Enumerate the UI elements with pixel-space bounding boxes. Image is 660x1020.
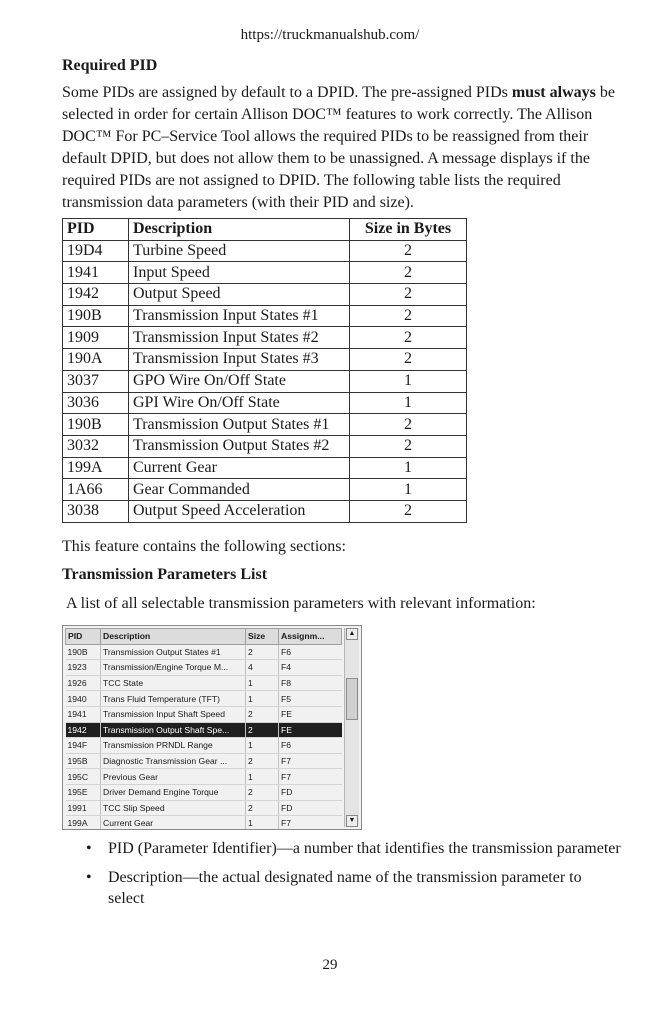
tpl-heading: Transmission Parameters List <box>62 566 268 583</box>
table-row <box>63 500 467 522</box>
para-text-2: be selected in order for certain Allison DOC™ features to work correctly. The Allison DOC™ For PC–Service Tool allows the required PIDs to be reassigned from their default DPID, but does not allow them to be unassigned. A message displays if the required PIDs are not assigned to DPID. The following table lists the required transmission data parameters (with their PID and size). <box>62 84 615 211</box>
size-cell: 2 <box>350 240 467 262</box>
grid-description-cell: Previous Gear <box>101 769 246 785</box>
list-item[interactable] <box>66 675 342 691</box>
grid-assignment-cell: F4 <box>279 660 342 676</box>
table-row <box>63 240 467 262</box>
size-cell: 2 <box>350 435 467 457</box>
grid-pid-cell: 199A <box>66 816 101 830</box>
col-header-description: Description <box>129 219 350 241</box>
size-cell: 1 <box>350 457 467 479</box>
grid-description-cell: Transmission/Engine Torque M... <box>101 660 246 676</box>
list-item <box>62 867 622 909</box>
grid-pid-cell: 195E <box>66 784 101 800</box>
size-cell: 2 <box>350 414 467 436</box>
description-cell: Transmission Input States #1 <box>129 305 350 327</box>
grid-assignment-cell: FE <box>279 722 342 738</box>
page-number: 29 <box>322 957 338 973</box>
grid-size-cell: 2 <box>246 706 279 722</box>
required-pid-paragraph <box>62 82 632 214</box>
para-bold-text: must always <box>511 84 596 101</box>
size-cell: 2 <box>350 284 467 306</box>
grid-size-cell: 2 <box>246 753 279 769</box>
description-cell: Current Gear <box>129 457 350 479</box>
pid-cell: 1941 <box>63 262 129 284</box>
vertical-scrollbar[interactable] <box>344 628 359 827</box>
list-item[interactable] <box>66 738 342 754</box>
grid-assignment-cell: F7 <box>279 816 342 830</box>
pid-cell: 3037 <box>63 370 129 392</box>
grid-pid-cell: 195C <box>66 769 101 785</box>
grid-assignment-cell: F7 <box>279 753 342 769</box>
field-bullet-list <box>62 838 622 917</box>
grid-pid-cell: 190B <box>66 644 101 660</box>
grid-pid-cell: 194F <box>66 738 101 754</box>
grid-description-cell: Trans Fluid Temperature (TFT) <box>101 691 246 707</box>
triangle-up-icon[interactable]: ▲ <box>346 628 358 640</box>
grid-description-cell: Transmission Output Shaft Spe... <box>101 722 246 738</box>
size-cell: 1 <box>350 479 467 501</box>
list-item[interactable] <box>66 722 342 738</box>
description-cell: Transmission Output States #1 <box>129 414 350 436</box>
pid-cell: 3038 <box>63 500 129 522</box>
bullet-text: PID (Parameter Identifier)—a number that identifies the transmission parameter <box>108 840 621 857</box>
description-cell: Output Speed <box>129 284 350 306</box>
bullet-icon: • <box>86 840 92 857</box>
pid-cell: 3032 <box>63 435 129 457</box>
grid-description-cell: TCC Slip Speed <box>101 800 246 816</box>
grid-assignment-cell: F8 <box>279 675 342 691</box>
grid-col-description[interactable]: Description <box>101 629 246 645</box>
description-cell: Output Speed Acceleration <box>129 500 350 522</box>
pid-cell: 1942 <box>63 284 129 306</box>
table-row <box>63 327 467 349</box>
parameters-list-screenshot <box>62 625 362 830</box>
grid-col-assignment[interactable]: Assignm... <box>279 629 342 645</box>
grid-pid-cell: 195B <box>66 753 101 769</box>
table-row <box>63 479 467 501</box>
size-cell: 2 <box>350 500 467 522</box>
grid-pid-cell: 1923 <box>66 660 101 676</box>
grid-description-cell: Driver Demand Engine Torque <box>101 784 246 800</box>
grid-pid-cell: 1991 <box>66 800 101 816</box>
col-header-pid: PID <box>63 219 129 241</box>
list-item[interactable] <box>66 816 342 830</box>
table-row <box>63 392 467 414</box>
grid-pid-cell: 1942 <box>66 722 101 738</box>
grid-assignment-cell: FD <box>279 784 342 800</box>
size-cell: 1 <box>350 370 467 392</box>
description-cell: Transmission Input States #3 <box>129 349 350 371</box>
sections-intro: This feature contains the following sections: <box>62 538 346 555</box>
pid-cell: 199A <box>63 457 129 479</box>
pid-cell: 190A <box>63 349 129 371</box>
pid-cell: 190B <box>63 414 129 436</box>
grid-pid-cell: 1926 <box>66 675 101 691</box>
grid-size-cell: 1 <box>246 738 279 754</box>
size-cell: 1 <box>350 392 467 414</box>
pid-cell: 19D4 <box>63 240 129 262</box>
list-item[interactable] <box>66 784 342 800</box>
grid-assignment-cell: F7 <box>279 769 342 785</box>
table-row <box>63 284 467 306</box>
table-row <box>63 262 467 284</box>
grid-size-cell: 2 <box>246 800 279 816</box>
grid-description-cell: Transmission Input Shaft Speed <box>101 706 246 722</box>
list-item[interactable] <box>66 706 342 722</box>
grid-size-cell: 2 <box>246 644 279 660</box>
grid-col-pid[interactable]: PID <box>66 629 101 645</box>
table-row <box>63 370 467 392</box>
grid-description-cell: TCC State <box>101 675 246 691</box>
triangle-down-icon[interactable]: ▼ <box>346 815 358 827</box>
grid-assignment-cell: F5 <box>279 691 342 707</box>
description-cell: Turbine Speed <box>129 240 350 262</box>
table-row <box>63 457 467 479</box>
grid-pid-cell: 1941 <box>66 706 101 722</box>
description-cell: Transmission Output States #2 <box>129 435 350 457</box>
tpl-intro: A list of all selectable transmission parameters with relevant information: <box>66 595 536 612</box>
bullet-icon: • <box>86 869 92 886</box>
parameters-list-grid <box>65 628 342 830</box>
description-cell: Input Speed <box>129 262 350 284</box>
description-cell: Gear Commanded <box>129 479 350 501</box>
grid-header-row <box>66 629 342 645</box>
scrollbar-thumb[interactable] <box>346 678 358 720</box>
list-item[interactable] <box>66 660 342 676</box>
grid-description-cell: Current Gear <box>101 816 246 830</box>
size-cell: 2 <box>350 327 467 349</box>
grid-size-cell: 1 <box>246 691 279 707</box>
required-pid-table <box>62 218 467 523</box>
list-item[interactable] <box>66 753 342 769</box>
size-cell: 2 <box>350 305 467 327</box>
size-cell: 2 <box>350 262 467 284</box>
list-item[interactable] <box>66 691 342 707</box>
table-row <box>63 435 467 457</box>
table-row <box>63 414 467 436</box>
list-item[interactable] <box>66 800 342 816</box>
description-cell: GPI Wire On/Off State <box>129 392 350 414</box>
grid-pid-cell: 1940 <box>66 691 101 707</box>
grid-assignment-cell: F6 <box>279 644 342 660</box>
size-cell: 2 <box>350 349 467 371</box>
pid-cell: 1909 <box>63 327 129 349</box>
table-header-row <box>63 219 467 241</box>
description-cell: Transmission Input States #2 <box>129 327 350 349</box>
grid-assignment-cell: FD <box>279 800 342 816</box>
grid-size-cell: 1 <box>246 675 279 691</box>
grid-size-cell: 1 <box>246 769 279 785</box>
grid-description-cell: Transmission Output States #1 <box>101 644 246 660</box>
para-text-1: Some PIDs are assigned by default to a DPID. The pre-assigned PIDs <box>62 84 512 101</box>
pid-cell: 3036 <box>63 392 129 414</box>
col-header-size: Size in Bytes <box>350 219 467 241</box>
grid-col-size[interactable]: Size <box>246 629 279 645</box>
required-pid-heading: Required PID <box>62 57 158 74</box>
list-item <box>62 838 622 859</box>
table-row <box>63 305 467 327</box>
grid-size-cell: 2 <box>246 722 279 738</box>
list-item[interactable] <box>66 769 342 785</box>
grid-assignment-cell: FE <box>279 706 342 722</box>
grid-size-cell: 2 <box>246 784 279 800</box>
grid-assignment-cell: F6 <box>279 738 342 754</box>
pid-cell: 1A66 <box>63 479 129 501</box>
table-row <box>63 349 467 371</box>
list-item[interactable] <box>66 644 342 660</box>
description-cell: GPO Wire On/Off State <box>129 370 350 392</box>
pid-cell: 190B <box>63 305 129 327</box>
grid-size-cell: 4 <box>246 660 279 676</box>
bullet-text: Description—the actual designated name of the transmission parameter to select <box>108 869 582 907</box>
grid-size-cell: 1 <box>246 816 279 830</box>
grid-description-cell: Transmission PRNDL Range <box>101 738 246 754</box>
header-url: https://truckmanualshub.com/ <box>240 27 420 43</box>
grid-description-cell: Diagnostic Transmission Gear ... <box>101 753 246 769</box>
